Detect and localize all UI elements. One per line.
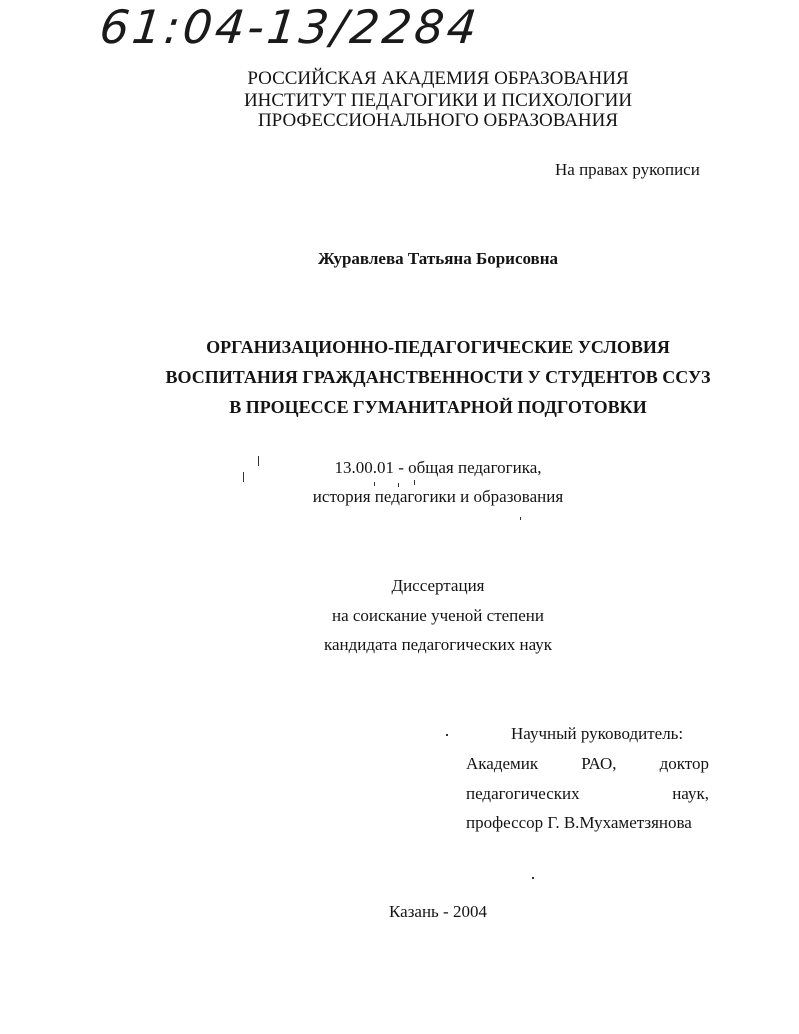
scan-speck (243, 472, 244, 482)
supervisor-line-2 (466, 784, 709, 804)
thesis-title-line-1: ОРГАНИЗАЦИОННО-ПЕДАГОГИЧЕСКИЕ УСЛОВИЯ (206, 337, 670, 357)
handwritten-catalog-number: 61:04-13/2284 (97, 0, 483, 54)
scan-speck (374, 482, 375, 486)
supervisor-word: наук, (672, 784, 709, 803)
scan-speck (520, 517, 521, 520)
institution-line-1: РОССИЙСКАЯ АКАДЕМИЯ ОБРАЗОВАНИЯ (247, 68, 629, 89)
supervisor-word: Академик (466, 754, 539, 773)
institution-line-2: ИНСТИТУТ ПЕДАГОГИКИ И ПСИХОЛОГИИ (243, 90, 633, 111)
thesis-title-line-3: В ПРОЦЕССЕ ГУМАНИТАРНОЙ ПОДГОТОВКИ (229, 397, 647, 417)
author-name: Журавлева Татьяна Борисовна (317, 249, 559, 268)
specialty-code-line: 13.00.01 - общая педагогика, (334, 458, 542, 477)
degree-purpose-line: на соискание ученой степени (331, 606, 545, 625)
scan-speck (414, 480, 415, 485)
supervisor-line-3: профессор Г. В.Мухаметзянова (466, 813, 692, 832)
scan-speck (532, 877, 534, 879)
degree-name-line: кандидата педагогических наук (323, 635, 553, 654)
supervisor-line-1 (466, 754, 709, 774)
specialty-name-line: история педагогики и образования (312, 487, 564, 506)
scan-speck (446, 734, 448, 736)
city-and-year: Казань - 2004 (389, 902, 487, 921)
institution-line-3: ПРОФЕССИОНАЛЬНОГО ОБРАЗОВАНИЯ (257, 110, 619, 131)
supervisor-word: РАО, (581, 754, 617, 773)
supervisor-word: педагогических (466, 784, 580, 803)
supervisor-heading: Научный руководитель: (511, 724, 684, 743)
supervisor-word: доктор (659, 754, 709, 773)
document-type: Диссертация (391, 576, 485, 595)
scan-speck (398, 483, 399, 487)
manuscript-rights-note: На правах рукописи (555, 160, 700, 179)
thesis-title-line-2: ВОСПИТАНИЯ ГРАЖДАНСТВЕННОСТИ У СТУДЕНТОВ ССУЗ (165, 367, 711, 387)
scan-speck (258, 456, 259, 466)
